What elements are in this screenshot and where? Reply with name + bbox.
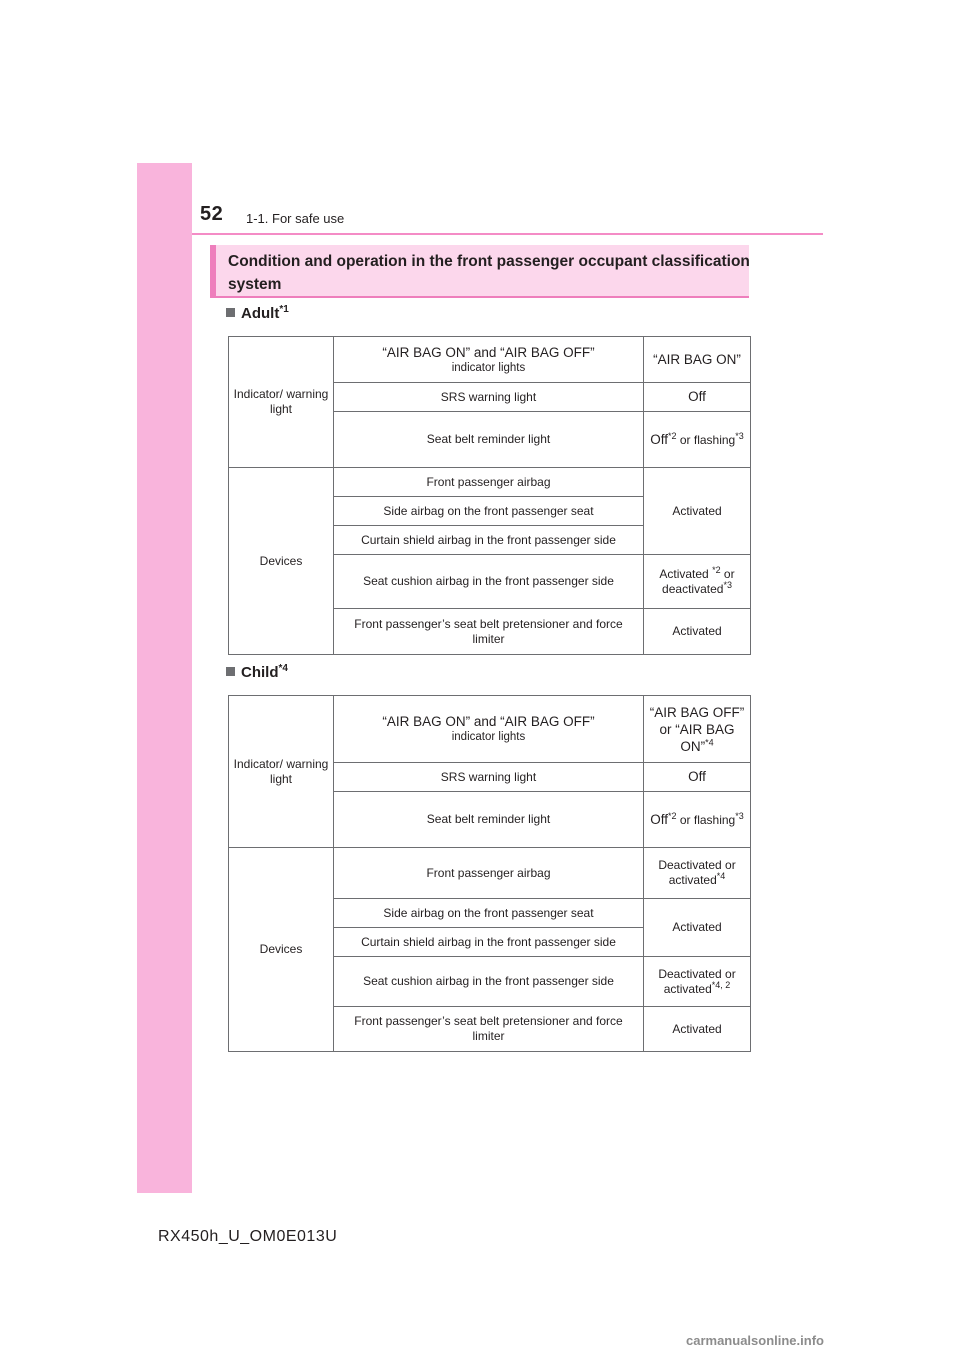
header-divider [192,233,823,235]
adult-cushion-v1: Activated [659,566,713,581]
adult-curtain-airbag-label: Curtain shield airbag in the front passenger side [334,526,644,555]
adult-cushion-n1: *2 [712,564,721,575]
adult-cushion-n2: *3 [723,579,732,590]
child-side-curtain-value: Activated [644,899,751,957]
child-curtain-airbag-label: Curtain shield airbag in the front passenger side [334,928,644,957]
adult-pretensioner-value: Activated [644,609,751,655]
child-indicator-lights-line1: “AIR BAG ON” and “AIR BAG OFF” [382,714,595,729]
child-cushion-note: *4, 2 [711,979,731,990]
adult-seatbelt-v1: Off [650,431,669,447]
adult-indicator-lights-label [334,337,644,383]
child-seatbelt-value [644,792,751,848]
child-front-airbag-text: Deactivated or activated [658,858,736,887]
condition-heading: Condition and operation in the front passenger occupant classification system [228,253,750,293]
adult-srs-value: Off [644,383,751,412]
child-front-airbag-note: *4 [716,871,726,881]
chapter-sidebar-tab [137,163,192,1193]
adult-group-devices: Devices [229,468,334,655]
child-indicator-lights-text: “AIR BAG OFF” or “AIR BAG ON” [649,704,745,754]
adult-label: Adult [241,305,280,322]
section-title: 1-1. For safe use [246,211,345,226]
child-indicator-lights-line2: indicator lights [451,731,526,743]
adult-seatbelt-v2: or flashing [676,432,736,447]
adult-seatbelt-value [644,412,751,468]
child-group-devices: Devices [229,848,334,1052]
child-front-airbag-label: Front passenger airbag [334,848,644,899]
child-indicator-lights-note: *4 [705,737,714,747]
adult-indicator-lights-line2: indicator lights [451,361,526,374]
child-pretensioner-label: Front passenger’s seat belt pretensioner and force limiter [334,1007,644,1052]
child-side-airbag-label: Side airbag on the front passenger seat [334,899,644,928]
adult-seatbelt-label: Seat belt reminder light [334,412,644,468]
adult-table [228,336,751,655]
adult-seatbelt-n2: *3 [735,430,744,441]
adult-airbags-value: Activated [644,468,751,555]
adult-front-airbag-label: Front passenger airbag [334,468,644,497]
child-cushion-label: Seat cushion airbag in the front passenger side [334,957,644,1007]
child-seatbelt-v1: Off [650,811,669,827]
child-front-airbag-value [644,848,751,899]
child-srs-value: Off [644,763,751,792]
child-cushion-text: Deactivated or activated [658,966,736,996]
adult-note: *1 [279,304,289,315]
child-seatbelt-n2: *3 [735,810,744,821]
child-group-indicator: Indicator/ warning light [229,696,334,848]
child-seatbelt-v2: or flashing [676,812,736,827]
child-pretensioner-value: Activated [644,1007,751,1052]
adult-srs-label: SRS warning light [334,383,644,412]
adult-cushion-label: Seat cushion airbag in the front passenger side [334,555,644,609]
adult-subheading [226,304,289,322]
adult-group-indicator: Indicator/ warning light [229,337,334,468]
model-code-footer: RX450h_U_OM0E013U [158,1228,338,1245]
child-srs-label: SRS warning light [334,763,644,792]
child-cushion-value [644,957,751,1007]
adult-seatbelt-n1: *2 [668,430,677,441]
child-indicator-lights-value [644,696,751,763]
square-bullet-icon [226,667,235,676]
watermark: carmanualsonline.info [686,1333,824,1348]
child-indicator-lights-label [334,696,644,763]
adult-indicator-lights-line1: “AIR BAG ON” and “AIR BAG OFF” [382,344,595,360]
adult-cushion-value [644,555,751,609]
adult-pretensioner-label: Front passenger’s seat belt pretensioner and force limiter [334,609,644,655]
square-bullet-icon [226,308,235,317]
child-seatbelt-n1: *2 [668,810,677,821]
child-table [228,695,751,1052]
adult-cushion-v2: or deactivated [662,566,735,596]
child-note: *4 [278,663,288,674]
child-subheading [226,663,288,681]
adult-side-airbag-label: Side airbag on the front passenger seat [334,497,644,526]
condition-heading-box [210,245,749,298]
page-number: 52 [200,203,224,225]
adult-indicator-lights-value: “AIR BAG ON” [644,337,751,383]
child-label: Child [241,664,279,681]
child-seatbelt-label: Seat belt reminder light [334,792,644,848]
